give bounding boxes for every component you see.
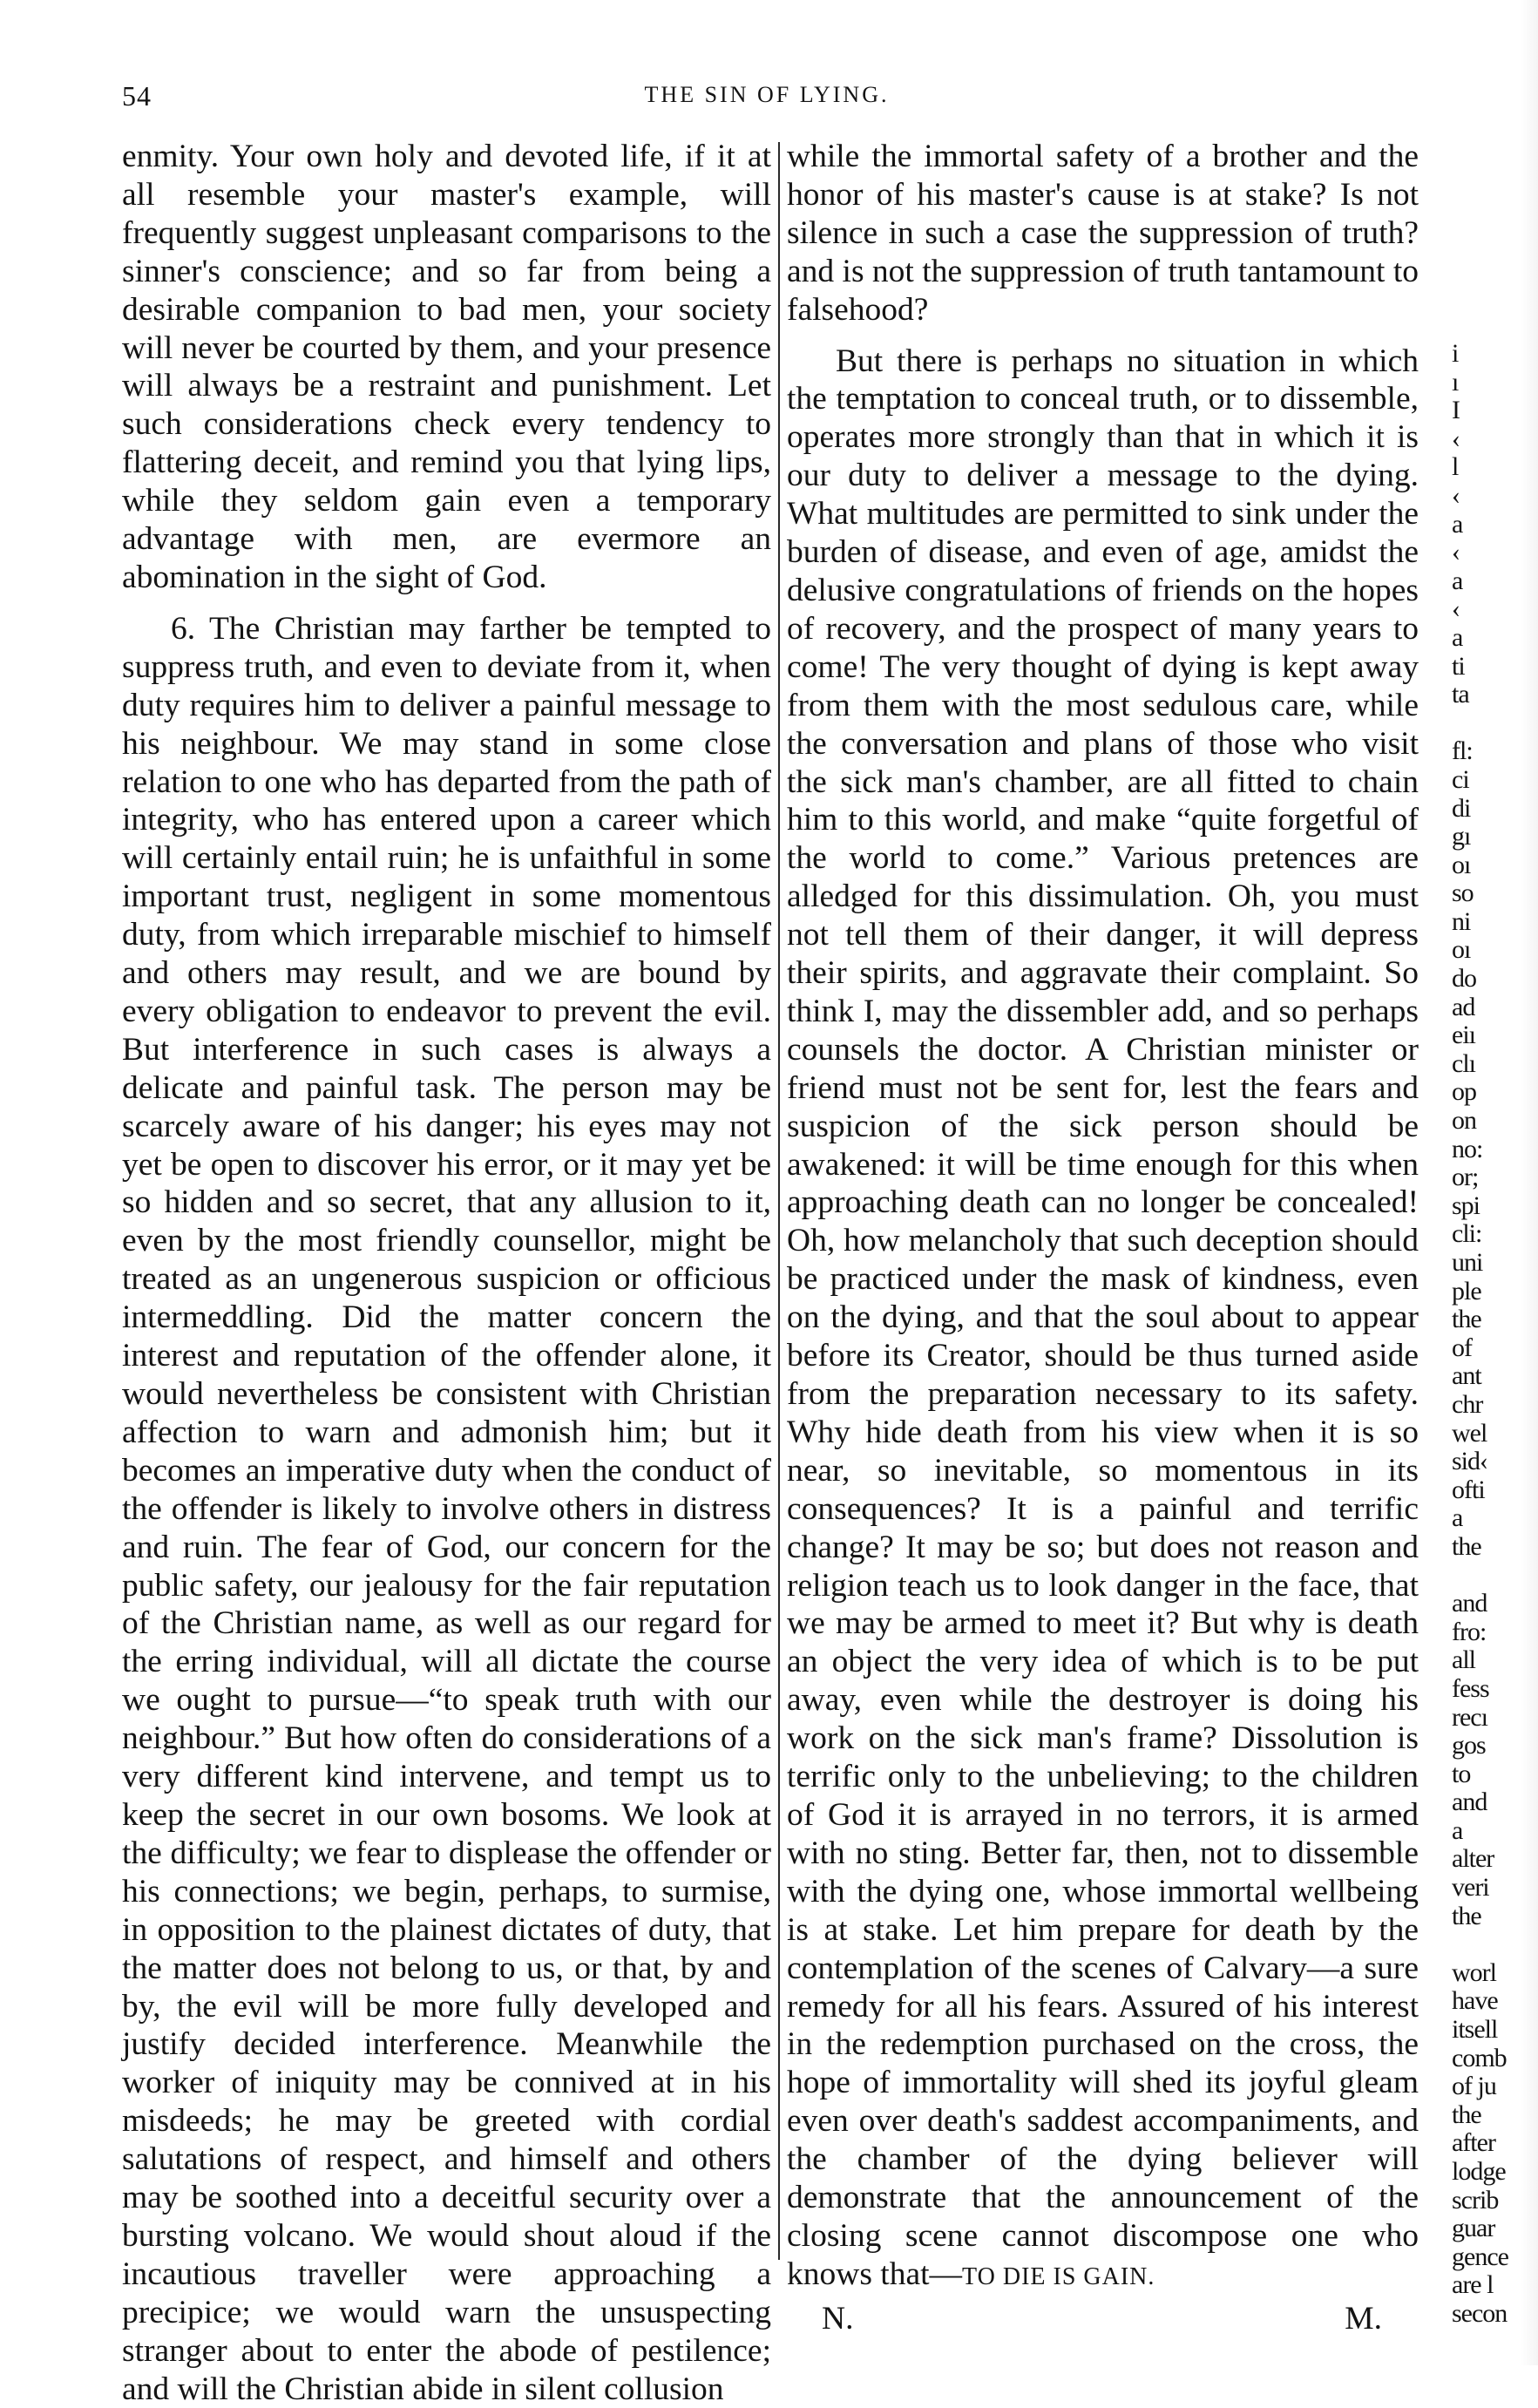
edge-fragment: the <box>1452 2099 1481 2129</box>
edge-fragment: ‹ <box>1452 594 1460 624</box>
signature <box>787 2300 1419 2340</box>
signature-initial-left: N. <box>822 2300 854 2337</box>
edge-fragment: ‹ <box>1452 538 1460 567</box>
edge-fragment: secon <box>1452 2298 1508 2328</box>
edge-fragment: a <box>1452 622 1463 652</box>
edge-fragment: ta <box>1452 680 1469 709</box>
edge-fragment: and <box>1452 1589 1487 1618</box>
edge-fragment: eiı <box>1452 1021 1475 1050</box>
edge-fragment: sid‹ <box>1452 1447 1487 1476</box>
edge-fragment: the <box>1452 1901 1481 1930</box>
edge-fragment: itsell <box>1452 2015 1498 2045</box>
edge-fragment: of <box>1452 1333 1472 1362</box>
signature-initial-right: M. <box>1345 2300 1382 2337</box>
edge-fragment: ad <box>1452 992 1475 1021</box>
edge-fragment: oı <box>1452 935 1471 965</box>
edge-fragment: alter <box>1452 1844 1494 1874</box>
edge-fragment: op <box>1452 1077 1476 1107</box>
right-column <box>787 138 1419 2340</box>
edge-fragment: ti <box>1452 651 1465 681</box>
edge-fragment: uni <box>1452 1248 1483 1277</box>
edge-fragment: ci <box>1452 764 1469 794</box>
edge-fragment: a <box>1452 1503 1463 1533</box>
edge-fragment: have <box>1452 1986 1498 2016</box>
edge-fragment: gence <box>1452 2242 1508 2271</box>
edge-fragment: clı <box>1452 1048 1475 1078</box>
edge-fragment: no: <box>1452 1134 1483 1163</box>
edge-fragment: wel <box>1452 1418 1487 1448</box>
edge-fragment: all <box>1452 1645 1475 1675</box>
right-paragraph-main <box>787 343 1419 2296</box>
edge-fragment: oı <box>1452 850 1471 879</box>
edge-fragment: lodge <box>1452 2157 1506 2186</box>
running-head: THE SIN OF LYING. <box>644 82 890 107</box>
edge-fragment: ı <box>1452 367 1459 397</box>
right-paragraph-text: But there is perhaps no situation in which the temptation to conceal truth, or to dissemble, operates more strongly than that in which it is our duty to deliver a message to the dying. What multitudes are permitted to sink under the burden of disease, and even of age, amidst the delusive congratulations of friends on the hopes of recovery, and the prospect of many years to come! The very thought of dying is kept away from them with the most sedulous care, while the conversation and plans of those who visit the sick man's chamber, are all fitted to chain him to this world, and make “quite forgetful of the world to come.” Various pretences are alledged for this dissimulation. Oh, you must not tell them of their danger, it will depress their spirits, and aggravate their complaint. So think I, may the dissembler add, and so perhaps counsels the doctor. A Christian minister or friend must not be sent for, lest the fears and suspicion of the sick person should be awakened: it will be time enough for this when approaching death can no longer be concealed! Oh, how melancholy that such deception should be practiced under the mask of kindness, even on the dying, and that the soul about to appear before its Creator, should be thus turned aside from the preparation necessary to its safety. Why hide death from his view when it is so near, so inevitable, so momentous in its consequences? It is a painful and terrific change? It may be so; but does not reason and religion teach us to look danger in the face, that we may be armed to meet it? But why is death an object the very idea of which is to be put away, even while the destroyer is doing his work on the sick man's frame? Dissolution is terrific only to the unbelieving; to the children of God it is arrayed in no terrors, it is armed with no sting. Better far, then, not to dissemble with the dying one, whose immortal wellbeing is at stake. Let him prepare for death by the contemplation of the scenes of Calvary—a sure remedy for all his fears. Assured of his interest in the redemption purchased on the cross, the hope of immortality will shed its joyful gleam even over death's saddest accompaniments, and the chamber of the dying believer will demonstrate that the announcement of the closing scene cannot discompose one who knows that— <box>787 343 1419 2292</box>
edge-fragment: so <box>1452 878 1474 908</box>
edge-fragment: di <box>1452 793 1471 823</box>
edge-fragment: ‹ <box>1452 424 1460 453</box>
edge-fragment: gos <box>1452 1731 1486 1760</box>
edge-fragment: i <box>1452 340 1459 368</box>
left-paragraph-1: enmity. Your own holy and devoted life, if it at all resemble your master's example, will frequently suggest unpleasant comparisons to the sinner's conscience; and so far from being a desirable companion to bad men, your society will never be courted by them, and your presence will always be a restraint and punishment. Let such considerations check every tendency to flattering deceit, and remind you that lying lips, while they seldom gain even a temporary advantage with men, are evermore an abomination in the sight of God. <box>122 139 771 595</box>
edge-fragment: fro: <box>1452 1617 1487 1646</box>
edge-fragment: the <box>1452 1531 1481 1561</box>
edge-fragment: fess <box>1452 1673 1489 1703</box>
edge-fragment: worl <box>1452 1957 1496 1987</box>
edge-fragment: a <box>1452 566 1463 595</box>
edge-fragment: of ju <box>1452 2072 1496 2101</box>
edge-fragment: or; <box>1452 1163 1479 1192</box>
edge-fragment: veri <box>1452 1873 1489 1903</box>
edge-fragment: chr <box>1452 1389 1483 1419</box>
edge-fragment: a <box>1452 509 1463 539</box>
edge-fragment: I <box>1452 396 1460 425</box>
edge-fragment: scrib <box>1452 2185 1499 2215</box>
edge-fragment: ant <box>1452 1361 1481 1391</box>
edge-fragment: and <box>1452 1787 1487 1817</box>
edge-fragment: spi <box>1452 1190 1480 1220</box>
column-divider <box>778 142 780 2260</box>
edge-fragment: guar <box>1452 2214 1495 2243</box>
edge-fragment: after <box>1452 2128 1495 2158</box>
page-number: 54 <box>122 80 152 112</box>
edge-fragment: on <box>1452 1106 1476 1136</box>
edge-fragment: recı <box>1452 1702 1487 1732</box>
left-paragraph-2: 6. The Christian may farther be tempted to suppress truth, and even to deviate from it, when duty requires him to deliver a painful message to his neighbour. We may stand in some close relation to one who has departed from the path of integrity, who has entered upon a career which will certainly entail ruin; he is unfaithful in some important trust, negligent in some momentous duty, from which irreparable mischief to himself and others may result, and we are bound by every obligation to endeavor to prevent the evil. But interference in such cases is always a delicate and painful task. The person may be scarcely aware of his danger; his eyes may not yet be open to discover his error, or it may yet be so hidden and so secret, that any allusion to it, even by the most friendly counsellor, might be treated as an ungenerous suspicion or officious intermeddling. Did the matter concern the interest and reputation of the offender alone, it would nevertheless be consistent with Christian affection to warn and admonish him; but it becomes an imperative duty when the conduct of the offender is likely to involve others in distress and ruin. The fear of God, our concern for the public safety, our jealousy for the fair reputation of the Christian name, as well as our regard for the erring individual, will all dictate the course we ought to pursue—“to speak truth with our neighbour.” But how often do considerations of a very different kind intervene, and tempt us to keep the secret in our own bosoms. We look at the difficulty; we fear to displease the offender or his connections; we begin, perhaps, to surmise, in opposition to the plainest dictates of duty, that the matter does not belong to us, or that, by and by, the evil will be more fully developed and justify decided interference. Meanwhile the worker of iniquity may be connived at in his misdeeds; he may be greeted with cordial salutations of respect, and himself and others may be soothed into a deceitful security over a bursting volcano. We would shout aloud if the incautious traveller were approaching a precipice; we would warn the unsuspecting stranger about to enter the abode of pestilence; and will the Christian abide in silent collusion <box>122 610 771 2407</box>
edge-fragment: l <box>1452 452 1459 482</box>
edge-fragment: to <box>1452 1759 1471 1788</box>
edge-fragment: do <box>1452 964 1476 994</box>
right-continuation: while the immortal safety of a brother and the honor of his master's cause is at stake? Is not silence in such a case the suppression of truth? and is not the suppression of truth tantamount to falsehood? <box>787 139 1419 328</box>
edge-fragment: gı <box>1452 822 1471 851</box>
edge-fragment: the <box>1452 1305 1481 1334</box>
edge-fragment: cli: <box>1452 1219 1482 1249</box>
page-edge-shadow <box>1521 0 1538 2365</box>
edge-fragment: comb <box>1452 2043 1507 2072</box>
edge-fragment: ple <box>1452 1276 1481 1306</box>
left-column <box>122 138 771 2408</box>
edge-fragment: ofti <box>1452 1475 1485 1504</box>
edge-fragment: ‹ <box>1452 480 1460 510</box>
closing-phrase: TO DIE IS GAIN. <box>962 2262 1155 2290</box>
edge-fragment: are l <box>1452 2270 1494 2300</box>
page-header <box>122 80 1412 132</box>
edge-fragment: ni <box>1452 906 1471 936</box>
edge-fragment: fl: <box>1452 736 1473 766</box>
edge-fragment: a <box>1452 1815 1463 1845</box>
